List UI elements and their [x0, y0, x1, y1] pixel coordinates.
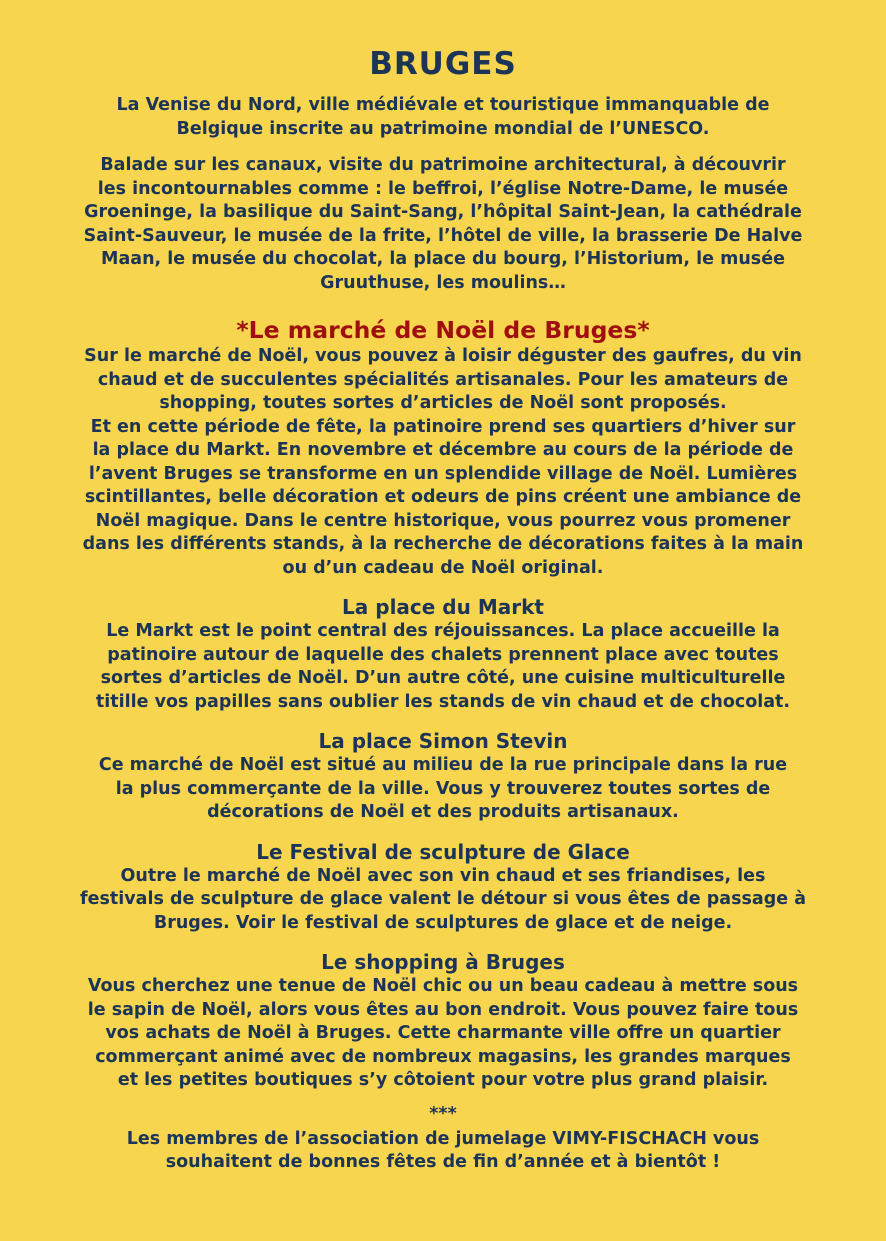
balade-line: Groeninge, la basilique du Saint-Sang, l’hôpital Saint-Jean, la cathédrale	[84, 202, 802, 222]
simon-stevin-paragraph	[43, 754, 843, 825]
market-line: shopping, toutes sortes d’articles de Noël sont proposés.	[159, 393, 727, 413]
page-title: BRUGES	[369, 46, 517, 82]
festival-line: Bruges. Voir le festival de sculptures de glace et de neige.	[153, 912, 733, 933]
closing-line: Les membres de l’association de jumelage VIMY-FISCHACH vous	[126, 1128, 760, 1149]
market-line: l’avent Bruges se transforme en un splendide village de Noël. Lumières	[88, 463, 798, 484]
market-line: scintillantes, belle décoration et odeurs de pins créent une ambiance de	[84, 487, 802, 507]
simon-stevin-heading: La place Simon Stevin	[318, 729, 568, 753]
separator-stars: ***	[429, 1103, 457, 1124]
markt-heading: La place du Markt	[342, 595, 544, 619]
shopping-line: et les petites boutiques s’y côtoient pour votre plus grand plaisir.	[117, 1070, 769, 1090]
balade-line: les incontournables comme : le beffroi, l’église Notre-Dame, le musée	[97, 178, 789, 199]
balade-line: Gruuthuse, les moulins…	[320, 272, 566, 293]
balade-line: Maan, le musée du chocolat, la place du bourg, l’Historium, le musée	[101, 249, 785, 269]
market-line: Et en cette période de fête, la patinoire prend ses quartiers d’hiver sur	[90, 416, 796, 437]
balade-line: Saint-Sauveur, le musée de la frite, l’hôtel de ville, la brasserie De Halve	[83, 225, 803, 246]
markt-line: sortes d’articles de Noël. D’un autre côté, une cuisine multiculturelle	[100, 668, 786, 688]
markt-paragraph	[43, 620, 843, 714]
shopping-line: vos achats de Noël à Bruges. Cette charmante ville offre un quartier	[105, 1023, 781, 1043]
shopping-line: le sapin de Noël, alors vous êtes au bon endroit. Vous pouvez faire tous	[87, 999, 799, 1020]
market-line: Sur le marché de Noël, vous pouvez à loisir déguster des gaufres, du vin	[84, 346, 802, 366]
festival-line: Outre le marché de Noël avec son vin chaud et ses friandises, les	[120, 865, 766, 886]
balade-paragraph	[43, 154, 843, 295]
christmas-market-heading: *Le marché de Noël de Bruges*	[236, 316, 650, 344]
market-line: Noël magique. Dans le centre historique, vous pourrez vous promener	[95, 510, 791, 531]
balade-line: Balade sur les canaux, visite du patrimoine architectural, à découvrir	[100, 155, 786, 175]
simon-line: Ce marché de Noël est situé au milieu de la rue principale dans la rue	[98, 755, 788, 775]
christmas-market-paragraph	[43, 345, 843, 580]
market-line: ou d’un cadeau de Noël original.	[282, 557, 604, 578]
market-line: chaud et de succulentes spécialités artisanales. Pour les amateurs de	[97, 369, 789, 390]
market-line: dans les différents stands, à la recherche de décorations faites à la main	[82, 534, 804, 554]
simon-line: la plus commerçante de la ville. Vous y trouverez toutes sortes de	[115, 778, 771, 799]
ice-festival-heading: Le Festival de sculpture de Glace	[256, 839, 630, 864]
closing-line: souhaitent de bonnes fêtes de fin d’année et à bientôt !	[165, 1152, 721, 1172]
shopping-line: commerçant animé avec de nombreux magasins, les grandes marques	[95, 1046, 791, 1067]
ice-festival-paragraph	[43, 865, 843, 936]
shopping-heading: Le shopping à Bruges	[321, 950, 565, 974]
intro-paragraph	[43, 94, 843, 141]
festival-line: festivals de sculpture de glace valent le détour si vous êtes de passage à	[79, 889, 807, 909]
markt-line: titille vos papilles sans oublier les stands de vin chaud et de chocolat.	[95, 691, 791, 712]
shopping-paragraph	[43, 975, 843, 1093]
shopping-line: Vous cherchez une tenue de Noël chic ou un beau cadeau à mettre sous	[87, 976, 799, 996]
closing-paragraph	[43, 1128, 843, 1175]
simon-line: décorations de Noël et des produits artisanaux.	[207, 802, 679, 822]
markt-line: Le Markt est le point central des réjouissances. La place accueille la	[106, 621, 780, 641]
intro-line: La Venise du Nord, ville médiévale et touristique immanquable de	[116, 95, 770, 115]
markt-line: patinoire autour de laquelle des chalets prennent place avec toutes	[107, 644, 779, 665]
market-line: la place du Markt. En novembre et décembre au cours de la période de	[92, 440, 794, 460]
intro-line: Belgique inscrite au patrimoine mondial de l’UNESCO.	[176, 118, 710, 139]
